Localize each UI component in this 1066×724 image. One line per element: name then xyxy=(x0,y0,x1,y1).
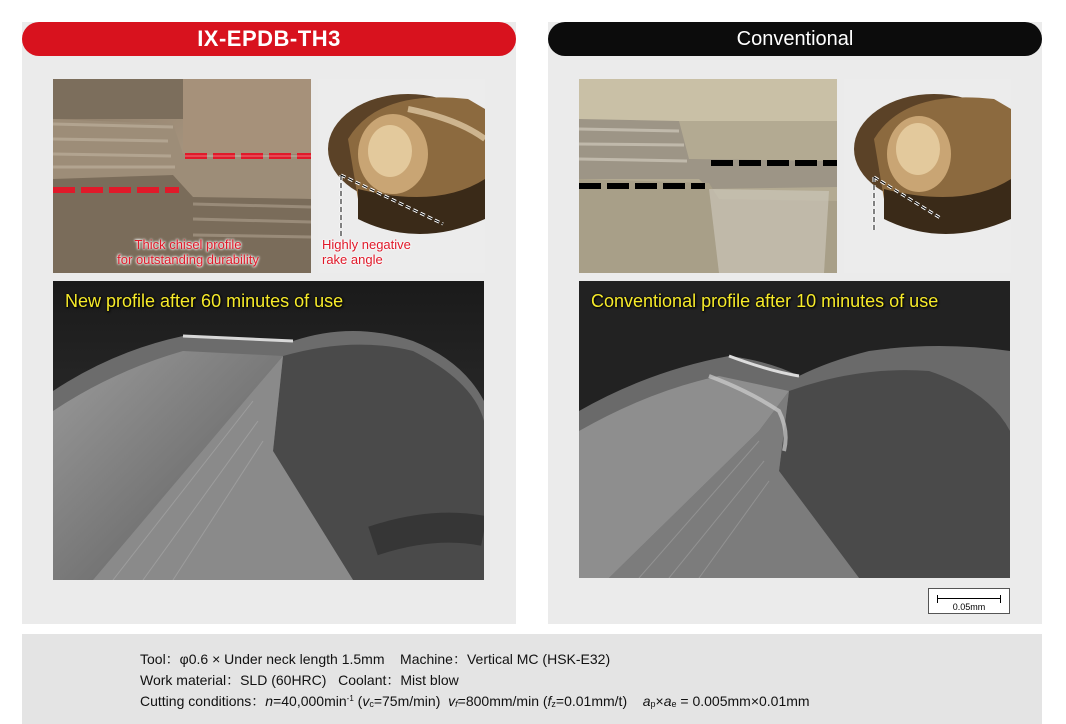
tool-spec: Tool：φ0.6 × Under neck length 1.5mm xyxy=(140,651,385,667)
info-line-tool xyxy=(140,649,610,669)
rake-angle-photo xyxy=(318,79,485,273)
chisel-profile-photo xyxy=(53,79,311,273)
cutting-speed-value: =75m/min) xyxy=(373,693,441,709)
sem-label-conventional: Conventional profile after 10 minutes of use xyxy=(591,291,939,311)
spindle-speed-value: =40,000min xyxy=(273,693,347,709)
left-panel-ix-epdb-th3 xyxy=(22,22,516,624)
feed-per-tooth-value: =0.01mm/t) xyxy=(555,693,628,709)
sem-photo-conventional xyxy=(579,281,1010,578)
cutting-conditions-label: Cutting conditions： xyxy=(140,693,266,709)
panel-header-conventional: Conventional xyxy=(548,22,1042,56)
rake-label-line1: Highly negative xyxy=(322,237,411,252)
panel-header-ix-epdb-th3: IX-EPDB-TH3 xyxy=(22,22,516,56)
sem-photo-new-profile xyxy=(53,281,484,580)
depth-of-cut-value: = 0.005mm×0.01mm xyxy=(680,693,810,709)
conventional-tip-photo xyxy=(844,79,1011,273)
chisel-profile-label xyxy=(93,237,283,267)
scale-bar-label: 0.05mm xyxy=(952,602,986,612)
chisel-label-line2: for outstanding durability xyxy=(117,252,259,267)
work-material-spec: Work material：SLD (60HRC) xyxy=(140,672,327,688)
right-panel-conventional xyxy=(548,22,1042,624)
info-line-cutting: Cutting conditions：$n=40,000\min^{-1}$ $(v_c=75m/\min)$ $v_f=800mm/\min$ $(f_z=0.01mm/t)$ $a_p\times a_e = 0.005mm\times 0.01mm$ xyxy=(140,693,810,709)
info-line-material xyxy=(140,670,459,690)
test-conditions-box xyxy=(22,634,1042,724)
rake-label-line2: rake angle xyxy=(322,252,383,267)
coolant-spec: Coolant：Mist blow xyxy=(338,672,459,688)
scale-bar xyxy=(928,588,1010,614)
chisel-label-line1: Thick chisel profile xyxy=(134,237,242,252)
conventional-chisel-photo xyxy=(579,79,837,273)
spindle-speed-exponent: -1 xyxy=(346,694,354,703)
scale-bar-line xyxy=(937,598,1001,599)
rake-angle-label xyxy=(322,237,411,267)
feed-rate-value: =800mm/min ( xyxy=(457,693,548,709)
machine-spec: Machine：Vertical MC (HSK-E32) xyxy=(400,651,611,667)
sem-label-new-profile: New profile after 60 minutes of use xyxy=(65,291,344,311)
